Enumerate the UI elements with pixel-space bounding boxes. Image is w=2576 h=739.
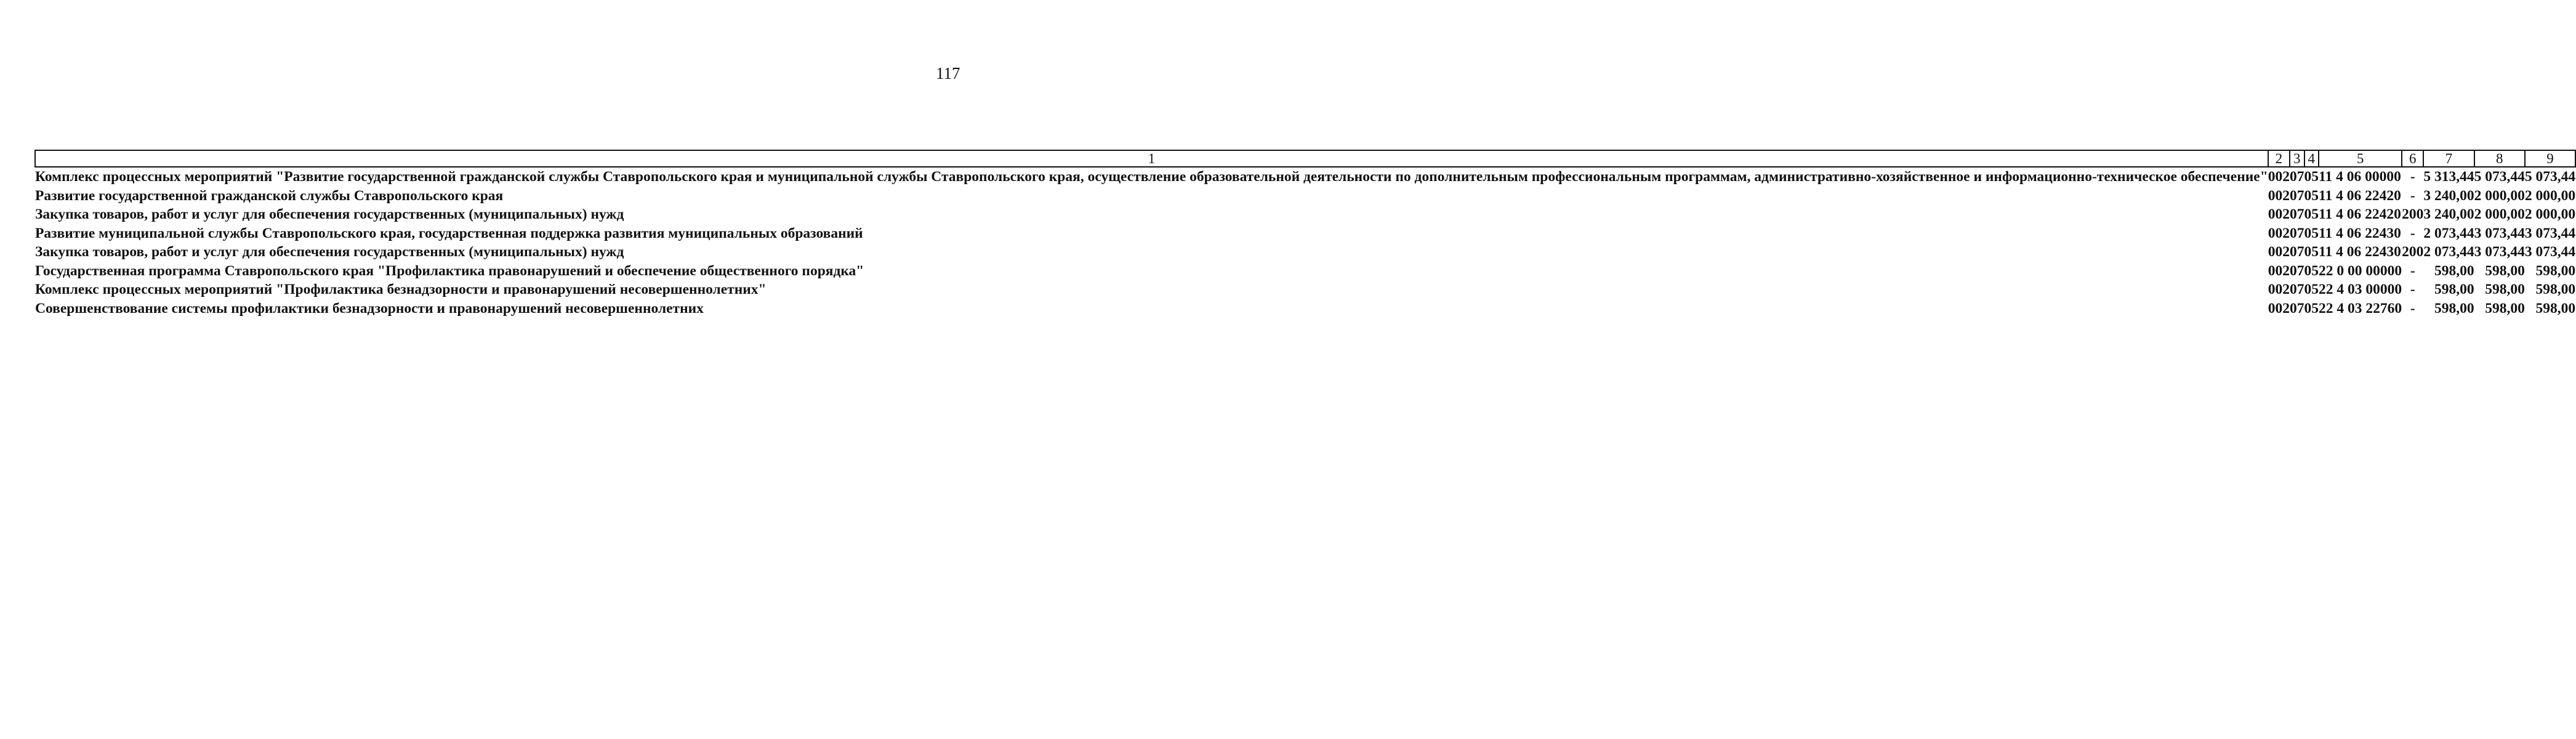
column-header: 7 (2423, 150, 2474, 167)
cell-code-4: 05 (2304, 206, 2319, 222)
row-name: Комплекс процессных мероприятий "Развитие государственной гражданской службы Ставропольского края и муниципальной службы Ставропольского края, осуществление образовательной деятельности по дополнительным профессиональным программам, административно-хозяйственное и информационно-техническое обеспечение" (35, 169, 2268, 185)
cell-target-code: 22 0 00 00000 (2319, 262, 2402, 279)
column-header: 9 (2525, 150, 2575, 167)
cell-code-3: 07 (2290, 244, 2304, 260)
column-header: 4 (2304, 150, 2319, 167)
cell-amount-9: 2 000,00 (2524, 206, 2576, 222)
cell-amount-7: 2 073,44 (2423, 225, 2474, 241)
cell-expense-type: - (2410, 262, 2415, 279)
column-header: 5 (2319, 150, 2402, 167)
cell-code-4: 05 (2304, 300, 2319, 317)
row-name: Развитие муниципальной службы Ставропольского края, государственная поддержка развития муниципальных образований (35, 225, 863, 241)
cell-code-3: 07 (2290, 169, 2304, 185)
cell-code-4: 05 (2304, 262, 2319, 279)
row-name: Совершенствование системы профилактики безнадзорности и правонарушений несовершеннолетних (35, 300, 704, 317)
cell-amount-9: 2 000,00 (2524, 187, 2576, 204)
cell-code-2: 002 (2268, 244, 2290, 260)
cell-target-code: 11 4 06 22420 (2319, 187, 2401, 204)
cell-code-4: 05 (2304, 169, 2319, 185)
cell-expense-type: 200 (2402, 206, 2424, 222)
cell-amount-9: 5 073,44 (2524, 169, 2576, 185)
table-row (35, 224, 2575, 243)
cell-target-code: 11 4 06 00000 (2319, 169, 2401, 185)
cell-amount-9: 598,00 (2535, 300, 2576, 317)
cell-amount-7: 5 313,44 (2423, 169, 2474, 185)
cell-amount-9: 3 073,44 (2524, 244, 2576, 260)
cell-target-code: 22 4 03 00000 (2319, 281, 2402, 297)
cell-amount-8: 3 073,44 (2474, 225, 2525, 241)
cell-code-3: 07 (2290, 187, 2304, 204)
cell-target-code: 11 4 06 22430 (2319, 225, 2401, 241)
row-name: Закупка товаров, работ и услуг для обеспечения государственных (муниципальных) нужд (35, 206, 624, 222)
cell-target-code: 22 4 03 22760 (2319, 300, 2402, 317)
table-row (35, 205, 2575, 224)
cell-code-2: 002 (2268, 169, 2290, 185)
cell-expense-type: - (2410, 187, 2415, 204)
cell-amount-8: 2 000,00 (2474, 187, 2525, 204)
cell-amount-7: 598,00 (2434, 281, 2474, 297)
cell-code-3: 07 (2290, 281, 2304, 297)
table-row (35, 187, 2575, 206)
cell-code-3: 07 (2290, 262, 2304, 279)
column-header: 8 (2474, 150, 2525, 167)
cell-code-2: 002 (2268, 262, 2290, 279)
cell-amount-8: 598,00 (2485, 300, 2525, 317)
table-row (35, 299, 2575, 318)
cell-amount-7: 2 073,44 (2423, 244, 2474, 260)
column-header: 2 (2268, 150, 2290, 167)
cell-code-4: 05 (2304, 244, 2319, 260)
cell-code-2: 002 (2268, 300, 2290, 317)
cell-code-3: 07 (2290, 225, 2304, 241)
cell-amount-8: 598,00 (2485, 262, 2525, 279)
cell-expense-type: - (2410, 281, 2415, 297)
row-name: Развитие государственной гражданской службы Ставропольского края (35, 187, 504, 204)
cell-target-code: 11 4 06 22430 (2319, 244, 2401, 260)
cell-code-2: 002 (2268, 225, 2290, 241)
budget-table (34, 150, 2576, 318)
cell-amount-8: 3 073,44 (2474, 244, 2525, 260)
header-row (35, 150, 2575, 167)
column-header: 6 (2402, 150, 2423, 167)
cell-expense-type: - (2410, 225, 2415, 241)
column-header: 3 (2290, 150, 2304, 167)
table-row (35, 280, 2575, 299)
cell-amount-8: 2 000,00 (2474, 206, 2525, 222)
cell-code-3: 07 (2290, 206, 2304, 222)
cell-amount-8: 5 073,44 (2474, 169, 2525, 185)
cell-expense-type: - (2410, 169, 2415, 185)
table-row (35, 262, 2575, 281)
table-row (35, 167, 2575, 187)
row-name: Закупка товаров, работ и услуг для обеспечения государственных (муниципальных) нужд (35, 244, 624, 260)
cell-code-3: 07 (2290, 300, 2304, 317)
cell-amount-7: 3 240,00 (2423, 206, 2474, 222)
cell-code-4: 05 (2304, 225, 2319, 241)
cell-amount-9: 3 073,44 (2524, 225, 2576, 241)
page-number: 117 (936, 64, 960, 83)
cell-amount-9: 598,00 (2535, 281, 2576, 297)
column-header: 1 (35, 150, 2268, 167)
cell-amount-9: 598,00 (2535, 262, 2576, 279)
row-name: Комплекс процессных мероприятий "Профилактика безнадзорности и правонарушений несовершеннолетних" (35, 281, 767, 297)
cell-expense-type: - (2410, 300, 2415, 317)
row-name: Государственная программа Ставропольского края "Профилактика правонарушений и обеспечение общественного порядка" (35, 262, 864, 279)
cell-amount-7: 3 240,00 (2423, 187, 2474, 204)
cell-code-2: 002 (2268, 187, 2290, 204)
cell-amount-7: 598,00 (2434, 262, 2474, 279)
cell-code-4: 05 (2304, 187, 2319, 204)
cell-amount-8: 598,00 (2485, 281, 2525, 297)
cell-expense-type: 200 (2402, 244, 2424, 260)
cell-target-code: 11 4 06 22420 (2319, 206, 2401, 222)
cell-code-2: 002 (2268, 206, 2290, 222)
table-row (35, 243, 2575, 262)
cell-code-4: 05 (2304, 281, 2319, 297)
cell-amount-7: 598,00 (2434, 300, 2474, 317)
cell-code-2: 002 (2268, 281, 2290, 297)
